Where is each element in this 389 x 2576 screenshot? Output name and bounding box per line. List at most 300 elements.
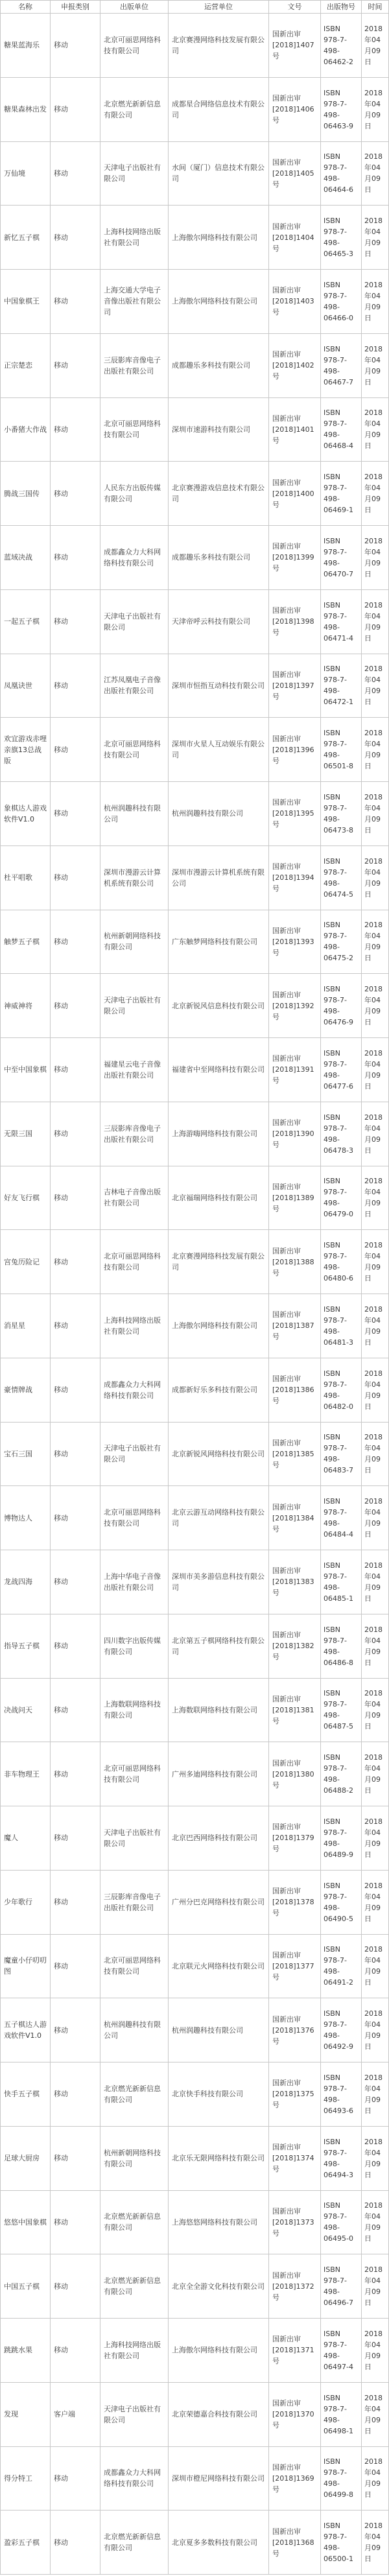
cell-operator: 北京第五子棋网络科技有限公司 [169, 1614, 269, 1679]
cell-doc-no: 国新出审[2018]1369号 [269, 2447, 321, 2511]
cell-isbn: ISBN 978-7-498-06494-3 [321, 2127, 362, 2191]
cell-name: 凤凰诀世 [0, 654, 51, 718]
cell-doc-no: 国新出审[2018]1378号 [269, 1871, 321, 1935]
cell-name: 非车物理王 [0, 1742, 51, 1806]
cell-operator: 深圳市恒指互动科技有限公司 [169, 654, 269, 718]
cell-name: 中至中国象棋 [0, 1038, 51, 1102]
cell-doc-no: 国新出审[2018]1394号 [269, 846, 321, 910]
table-row [0, 1679, 389, 1743]
cell-category: 移动 [51, 2319, 100, 2383]
cell-isbn: ISBN 978-7-498-06469-1 [321, 462, 362, 526]
table-row [0, 2319, 389, 2383]
cell-isbn: ISBN 978-7-498-06478-3 [321, 1102, 362, 1166]
cell-date: 2018年04月09日 [362, 398, 389, 462]
cell-doc-no: 国新出审[2018]1393号 [269, 910, 321, 975]
cell-publisher: 上海数联网络科技有限公司 [100, 1679, 169, 1743]
cell-operator: 深圳市美多游信息科技有限公司 [169, 1550, 269, 1614]
cell-publisher: 深圳市漫游云计算机系统有限公司 [100, 846, 169, 910]
cell-isbn: ISBN 978-7-498-06464-6 [321, 142, 362, 206]
cell-operator: 天津帝呼云科技有限公司 [169, 590, 269, 654]
cell-operator: 杭州润趣科技有限公司 [169, 782, 269, 846]
cell-date: 2018年04月09日 [362, 206, 389, 270]
cell-doc-no: 国新出审[2018]1388号 [269, 1230, 321, 1294]
cell-isbn: ISBN 978-7-498-06489-9 [321, 1806, 362, 1871]
cell-isbn: ISBN 978-7-498-06481-3 [321, 1294, 362, 1358]
cell-name: 蓝域决战 [0, 526, 51, 590]
cell-isbn: ISBN 978-7-498-06468-4 [321, 398, 362, 462]
cell-date: 2018年04月09日 [362, 2127, 389, 2191]
cell-doc-no: 国新出审[2018]1383号 [269, 1550, 321, 1614]
cell-operator: 福建省中至网络科技有限公司 [169, 1038, 269, 1102]
cell-category: 移动 [51, 1550, 100, 1614]
cell-name: 魔童小仔叨叨图 [0, 1935, 51, 1999]
cell-publisher: 上海科技网络出版社有限公司 [100, 2319, 169, 2383]
cell-category: 移动 [51, 78, 100, 142]
cell-operator: 成都新好乐多科技有限公司 [169, 1358, 269, 1423]
cell-name: 糖果森林出发 [0, 78, 51, 142]
cell-operator: 上海傲尔网络科技有限公司 [169, 1294, 269, 1358]
cell-doc-no: 国新出审[2018]1398号 [269, 590, 321, 654]
cell-isbn: ISBN 978-7-498-06470-7 [321, 526, 362, 590]
cell-name: 少年歌行 [0, 1871, 51, 1935]
cell-isbn: ISBN 978-7-498-06473-8 [321, 782, 362, 846]
cell-category: 移动 [51, 1486, 100, 1550]
cell-isbn: ISBN 978-7-498-06487-5 [321, 1679, 362, 1743]
cell-publisher: 吉林电子音像出版社有限公司 [100, 1166, 169, 1231]
cell-date: 2018年04月09日 [362, 974, 389, 1038]
cell-publisher: 三辰影库音像电子出版社有限公司 [100, 1102, 169, 1166]
cell-isbn: ISBN 978-7-498-06477-6 [321, 1038, 362, 1102]
cell-publisher: 杭州润趣科技有限公司 [100, 1998, 169, 2062]
cell-category: 移动 [51, 1679, 100, 1743]
cell-category: 移动 [51, 1935, 100, 1999]
cell-name: 悠悠中国象棋 [0, 2191, 51, 2255]
cell-category: 移动 [51, 1614, 100, 1679]
cell-isbn: ISBN 978-7-498-06492-9 [321, 1998, 362, 2062]
cell-isbn: ISBN 978-7-498-06493-6 [321, 2062, 362, 2127]
cell-publisher: 天津电子出版社有限公司 [100, 142, 169, 206]
cell-operator: 成都星合网络信息技术有限公司 [169, 78, 269, 142]
cell-category: 移动 [51, 2511, 100, 2575]
cell-date: 2018年04月09日 [362, 846, 389, 910]
header-category: 申报类别 [51, 0, 100, 14]
table-row [0, 1871, 389, 1935]
cell-doc-no: 国新出审[2018]1368号 [269, 2511, 321, 2575]
cell-isbn: ISBN 978-7-498-06486-8 [321, 1614, 362, 1679]
cell-category: 移动 [51, 974, 100, 1038]
cell-operator: 北京福瑞网络科技有限公司 [169, 1166, 269, 1231]
cell-isbn: ISBN 978-7-498-06501-8 [321, 718, 362, 782]
cell-name: 神威神将 [0, 974, 51, 1038]
cell-date: 2018年04月09日 [362, 1998, 389, 2062]
cell-doc-no: 国新出审[2018]1382号 [269, 1614, 321, 1679]
cell-category: 移动 [51, 1038, 100, 1102]
cell-category: 移动 [51, 206, 100, 270]
cell-doc-no: 国新出审[2018]1397号 [269, 654, 321, 718]
cell-name: 发现 [0, 2383, 51, 2447]
cell-name: 正宗楚恋 [0, 334, 51, 398]
cell-publisher: 上海科技网络出版社有限公司 [100, 1294, 169, 1358]
cell-category: 移动 [51, 782, 100, 846]
cell-date: 2018年04月09日 [362, 1166, 389, 1231]
cell-publisher: 杭州新朝网络科技有限公司 [100, 910, 169, 975]
cell-publisher: 北京可丽思网络科技有限公司 [100, 398, 169, 462]
cell-name: 指导五子棋 [0, 1614, 51, 1679]
cell-isbn: ISBN 978-7-498-06495-0 [321, 2191, 362, 2255]
cell-name: 无限三国 [0, 1102, 51, 1166]
table-row [0, 1358, 389, 1423]
header-doc-no: 文号 [269, 0, 321, 14]
cell-doc-no: 国新出审[2018]1405号 [269, 142, 321, 206]
table-row [0, 1102, 389, 1166]
cell-doc-no: 国新出审[2018]1403号 [269, 270, 321, 334]
cell-operator: 广州分巴克网络科技有限公司 [169, 1871, 269, 1935]
cell-isbn: ISBN 978-7-498-06479-0 [321, 1166, 362, 1231]
cell-doc-no: 国新出审[2018]1402号 [269, 334, 321, 398]
cell-operator: 北京云游互动网络科技有限公司 [169, 1486, 269, 1550]
cell-publisher: 成都鑫众力大科网络科技有限公司 [100, 1358, 169, 1423]
cell-date: 2018年04月09日 [362, 2447, 389, 2511]
cell-operator: 上海悠悠网络科技有限公司 [169, 2191, 269, 2255]
table-body [0, 14, 389, 2575]
cell-operator: 深圳市火星人互动娱乐有限公司 [169, 718, 269, 782]
table-row [0, 2511, 389, 2575]
cell-isbn: ISBN 978-7-498-06476-9 [321, 974, 362, 1038]
cell-publisher: 天津电子出版社有限公司 [100, 2383, 169, 2447]
cell-date: 2018年04月09日 [362, 526, 389, 590]
cell-isbn: ISBN 978-7-498-06480-6 [321, 1230, 362, 1294]
cell-category: 移动 [51, 1871, 100, 1935]
cell-name: 五子棋达人游戏软件V1.0 [0, 1998, 51, 2062]
cell-publisher: 上海科技网络出版社有限公司 [100, 206, 169, 270]
cell-isbn: ISBN 978-7-498-06498-1 [321, 2383, 362, 2447]
cell-name: 腾战三国传 [0, 462, 51, 526]
table-row [0, 1935, 389, 1999]
cell-doc-no: 国新出审[2018]1395号 [269, 782, 321, 846]
cell-doc-no: 国新出审[2018]1386号 [269, 1358, 321, 1423]
cell-doc-no: 国新出审[2018]1370号 [269, 2383, 321, 2447]
cell-category: 移动 [51, 1166, 100, 1231]
table-row [0, 206, 389, 270]
cell-publisher: 北京可丽思网络科技有限公司 [100, 718, 169, 782]
cell-publisher: 天津电子出版社有限公司 [100, 974, 169, 1038]
cell-operator: 深圳市橙尼网络科技有限公司 [169, 2447, 269, 2511]
cell-operator: 深圳市速游科技有限公司 [169, 398, 269, 462]
cell-publisher: 北京燃光新新信息有限公司 [100, 2511, 169, 2575]
cell-date: 2018年04月09日 [362, 782, 389, 846]
table-row [0, 2447, 389, 2511]
cell-category: 移动 [51, 2062, 100, 2127]
cell-operator: 北京快手科技有限公司 [169, 2062, 269, 2127]
cell-name: 宝石三国 [0, 1423, 51, 1487]
cell-name: 快手五子棋 [0, 2062, 51, 2127]
cell-name: 盈彩五子棋 [0, 2511, 51, 2575]
cell-doc-no: 国新出审[2018]1373号 [269, 2191, 321, 2255]
cell-publisher: 天津电子出版社有限公司 [100, 1423, 169, 1487]
cell-category: 移动 [51, 334, 100, 398]
header-isbn: 出版物号 [321, 0, 362, 14]
cell-operator: 北京荣德嘉合科技有限公司 [169, 2383, 269, 2447]
cell-operator: 上海傲尔网络科技有限公司 [169, 270, 269, 334]
cell-doc-no: 国新出审[2018]1389号 [269, 1166, 321, 1231]
cell-publisher: 北京可丽思网络科技有限公司 [100, 1742, 169, 1806]
cell-category: 移动 [51, 1230, 100, 1294]
header-operator: 运营单位 [169, 0, 269, 14]
cell-category: 移动 [51, 718, 100, 782]
cell-date: 2018年04月09日 [362, 718, 389, 782]
table-row [0, 1423, 389, 1487]
cell-operator: 北京新锐风网络科技有限公司 [169, 1423, 269, 1487]
cell-doc-no: 国新出审[2018]1401号 [269, 398, 321, 462]
cell-isbn: ISBN 978-7-498-06490-5 [321, 1871, 362, 1935]
cell-publisher: 北京燃光新新信息有限公司 [100, 2062, 169, 2127]
cell-category: 移动 [51, 2191, 100, 2255]
cell-operator: 北京赛漫网络科技发展有限公司 [169, 14, 269, 78]
cell-name: 好友飞行棋 [0, 1166, 51, 1231]
cell-date: 2018年04月09日 [362, 1742, 389, 1806]
cell-date: 2018年04月09日 [362, 2511, 389, 2575]
cell-name: 象棋达人游戏软件V1.0 [0, 782, 51, 846]
cell-category: 客户端 [51, 2383, 100, 2447]
cell-category: 移动 [51, 270, 100, 334]
cell-isbn: ISBN 978-7-498-06485-1 [321, 1550, 362, 1614]
cell-name: 新忆五子棋 [0, 206, 51, 270]
cell-isbn: ISBN 978-7-498-06463-9 [321, 78, 362, 142]
cell-category: 移动 [51, 1806, 100, 1871]
cell-publisher: 人民东方出版传媒有限公司 [100, 462, 169, 526]
table-row [0, 1742, 389, 1806]
cell-date: 2018年04月09日 [362, 1423, 389, 1487]
cell-operator: 北京新锐风信息科技有限公司 [169, 974, 269, 1038]
cell-doc-no: 国新出审[2018]1406号 [269, 78, 321, 142]
cell-category: 移动 [51, 2447, 100, 2511]
table-row [0, 142, 389, 206]
table-row [0, 974, 389, 1038]
cell-isbn: ISBN 978-7-498-06500-1 [321, 2511, 362, 2575]
cell-name: 宫兔历险记 [0, 1230, 51, 1294]
cell-category: 移动 [51, 526, 100, 590]
cell-publisher: 北京燃光新新信息有限公司 [100, 2191, 169, 2255]
cell-publisher: 天津电子出版社有限公司 [100, 590, 169, 654]
cell-doc-no: 国新出审[2018]1374号 [269, 2127, 321, 2191]
cell-name: 中国象棋王 [0, 270, 51, 334]
cell-name: 消星星 [0, 1294, 51, 1358]
cell-operator: 北京巴西网络科技有限公司 [169, 1806, 269, 1871]
cell-operator: 成都趣乐多科技有限公司 [169, 334, 269, 398]
cell-date: 2018年04月09日 [362, 142, 389, 206]
cell-doc-no: 国新出审[2018]1407号 [269, 14, 321, 78]
cell-name: 豪情牌战 [0, 1358, 51, 1423]
table-row [0, 1294, 389, 1358]
cell-operator: 杭州润趣科技有限公司 [169, 1998, 269, 2062]
cell-doc-no: 国新出审[2018]1391号 [269, 1038, 321, 1102]
cell-publisher: 杭州新朝网络科技有限公司 [100, 2127, 169, 2191]
cell-date: 2018年04月09日 [362, 2191, 389, 2255]
cell-isbn: ISBN 978-7-498-06484-4 [321, 1486, 362, 1550]
cell-name: 足球大厨房 [0, 2127, 51, 2191]
cell-date: 2018年04月09日 [362, 1614, 389, 1679]
table-row [0, 1038, 389, 1102]
cell-publisher: 北京可丽思网络科技有限公司 [100, 1230, 169, 1294]
table-row [0, 1614, 389, 1679]
cell-name: 跳跳水果 [0, 2319, 51, 2383]
cell-publisher: 北京燃光新新信息有限公司 [100, 2254, 169, 2319]
cell-date: 2018年04月09日 [362, 1358, 389, 1423]
cell-date: 2018年04月09日 [362, 2319, 389, 2383]
cell-operator: 上海傲尔网络科技有限公司 [169, 206, 269, 270]
cell-name: 决战问天 [0, 1679, 51, 1743]
cell-doc-no: 国新出审[2018]1376号 [269, 1998, 321, 2062]
cell-date: 2018年04月09日 [362, 2062, 389, 2127]
cell-date: 2018年04月09日 [362, 78, 389, 142]
table-row [0, 2383, 389, 2447]
table-row [0, 1230, 389, 1294]
table-row [0, 78, 389, 142]
cell-publisher: 三辰影库音像电子出版社有限公司 [100, 334, 169, 398]
cell-operator: 广州多迪网络科技有限公司 [169, 1742, 269, 1806]
cell-operator: 北京联元火网络科技有限公司 [169, 1935, 269, 1999]
header-publisher: 出版单位 [100, 0, 169, 14]
cell-category: 移动 [51, 910, 100, 975]
cell-doc-no: 国新出审[2018]1400号 [269, 462, 321, 526]
cell-name: 触梦五子棋 [0, 910, 51, 975]
table-row [0, 14, 389, 78]
cell-date: 2018年04月09日 [362, 1486, 389, 1550]
table-row [0, 1998, 389, 2062]
cell-operator: 水间（厦门）信息技术有限公司 [169, 142, 269, 206]
cell-doc-no: 国新出审[2018]1377号 [269, 1935, 321, 1999]
cell-doc-no: 国新出审[2018]1390号 [269, 1102, 321, 1166]
cell-category: 移动 [51, 398, 100, 462]
cell-isbn: ISBN 978-7-498-06474-5 [321, 846, 362, 910]
table-row [0, 1550, 389, 1614]
table-row [0, 1166, 389, 1231]
cell-date: 2018年04月09日 [362, 1102, 389, 1166]
cell-operator: 上海游嗨网络科技有限公司 [169, 1102, 269, 1166]
cell-isbn: ISBN 978-7-498-06471-4 [321, 590, 362, 654]
cell-date: 2018年04月09日 [362, 1550, 389, 1614]
table-row [0, 270, 389, 334]
cell-operator: 北京全全游文化科技有限公司 [169, 2254, 269, 2319]
table-header-row [0, 0, 389, 14]
cell-doc-no: 国新出审[2018]1396号 [269, 718, 321, 782]
cell-operator: 广东触梦网络科技有限公司 [169, 910, 269, 975]
table-row [0, 1486, 389, 1550]
cell-date: 2018年04月09日 [362, 1679, 389, 1743]
cell-doc-no: 国新出审[2018]1385号 [269, 1423, 321, 1487]
cell-operator: 深圳市漫游云计算机系统有限公司 [169, 846, 269, 910]
table-row [0, 334, 389, 398]
cell-name: 小番猪大作战 [0, 398, 51, 462]
cell-isbn: ISBN 978-7-498-06499-8 [321, 2447, 362, 2511]
table-row [0, 654, 389, 718]
cell-publisher: 三辰影库音像电子出版社有限公司 [100, 1871, 169, 1935]
cell-category: 移动 [51, 1998, 100, 2062]
table-row [0, 590, 389, 654]
cell-doc-no: 国新出审[2018]1379号 [269, 1806, 321, 1871]
table-row [0, 526, 389, 590]
cell-isbn: ISBN 978-7-498-06475-2 [321, 910, 362, 975]
cell-operator: 北京乐无限网络科技有限公司 [169, 2127, 269, 2191]
cell-publisher: 四川数字出版传媒有限公司 [100, 1614, 169, 1679]
cell-isbn: ISBN 978-7-498-06482-0 [321, 1358, 362, 1423]
cell-publisher: 杭州润趣科技有限公司 [100, 782, 169, 846]
cell-name: 得分特工 [0, 2447, 51, 2511]
cell-isbn: ISBN 978-7-498-06466-0 [321, 270, 362, 334]
cell-doc-no: 国新出审[2018]1371号 [269, 2319, 321, 2383]
cell-category: 移动 [51, 462, 100, 526]
cell-name: 万仙境 [0, 142, 51, 206]
cell-operator: 上海傲尔网络科技有限公司 [169, 2319, 269, 2383]
cell-name: 中国五子棋 [0, 2254, 51, 2319]
cell-publisher: 成都鑫众力大科网络科技有限公司 [100, 526, 169, 590]
cell-doc-no: 国新出审[2018]1387号 [269, 1294, 321, 1358]
cell-category: 移动 [51, 2254, 100, 2319]
cell-operator: 北京赛漫游戏信息技术有限公司 [169, 462, 269, 526]
cell-doc-no: 国新出审[2018]1404号 [269, 206, 321, 270]
cell-isbn: ISBN 978-7-498-06465-3 [321, 206, 362, 270]
cell-doc-no: 国新出审[2018]1384号 [269, 1486, 321, 1550]
cell-date: 2018年04月09日 [362, 14, 389, 78]
table-row [0, 846, 389, 910]
cell-isbn: ISBN 978-7-498-06483-7 [321, 1423, 362, 1487]
table-row [0, 398, 389, 462]
cell-date: 2018年04月09日 [362, 654, 389, 718]
table-row [0, 2254, 389, 2319]
cell-category: 移动 [51, 590, 100, 654]
cell-publisher: 北京可丽思网络科技有限公司 [100, 1486, 169, 1550]
cell-doc-no: 国新出审[2018]1381号 [269, 1679, 321, 1743]
cell-date: 2018年04月09日 [362, 1038, 389, 1102]
cell-date: 2018年04月09日 [362, 270, 389, 334]
cell-publisher: 上海中华电子音像出版社有限公司 [100, 1550, 169, 1614]
cell-category: 移动 [51, 2127, 100, 2191]
table-row [0, 782, 389, 846]
cell-category: 移动 [51, 1294, 100, 1358]
cell-date: 2018年04月09日 [362, 1871, 389, 1935]
cell-operator: 上海数联网络科技有限公司 [169, 1679, 269, 1743]
cell-name: 欢宜游戏赤哩亲旗13总战版 [0, 718, 51, 782]
cell-name: 博物达人 [0, 1486, 51, 1550]
cell-category: 移动 [51, 654, 100, 718]
cell-date: 2018年04月09日 [362, 2383, 389, 2447]
cell-isbn: ISBN 978-7-498-06467-7 [321, 334, 362, 398]
cell-name: 龙战四海 [0, 1550, 51, 1614]
cell-operator: 北京赛漫网络科技发展有限公司 [169, 1230, 269, 1294]
cell-category: 移动 [51, 14, 100, 78]
cell-publisher: 江苏凤凰电子音像出版社有限公司 [100, 654, 169, 718]
cell-date: 2018年04月09日 [362, 334, 389, 398]
cell-date: 2018年04月09日 [362, 2254, 389, 2319]
table-row [0, 910, 389, 975]
cell-doc-no: 国新出审[2018]1392号 [269, 974, 321, 1038]
cell-date: 2018年04月09日 [362, 1935, 389, 1999]
cell-name: 糖果蓝海乐 [0, 14, 51, 78]
cell-date: 2018年04月09日 [362, 462, 389, 526]
table-row [0, 2191, 389, 2255]
cell-publisher: 北京可丽思网络科技有限公司 [100, 1935, 169, 1999]
cell-publisher: 上海交通大学电子音像出版社有限公司 [100, 270, 169, 334]
cell-operator: 成都趣乐多科技有限公司 [169, 526, 269, 590]
header-name: 名称 [0, 0, 51, 14]
cell-category: 移动 [51, 1102, 100, 1166]
cell-date: 2018年04月09日 [362, 1806, 389, 1871]
cell-date: 2018年04月09日 [362, 910, 389, 975]
cell-name: 魔人 [0, 1806, 51, 1871]
cell-publisher: 天津电子出版社有限公司 [100, 1806, 169, 1871]
cell-isbn: ISBN 978-7-498-06491-2 [321, 1935, 362, 1999]
header-date: 时间 [362, 0, 389, 14]
